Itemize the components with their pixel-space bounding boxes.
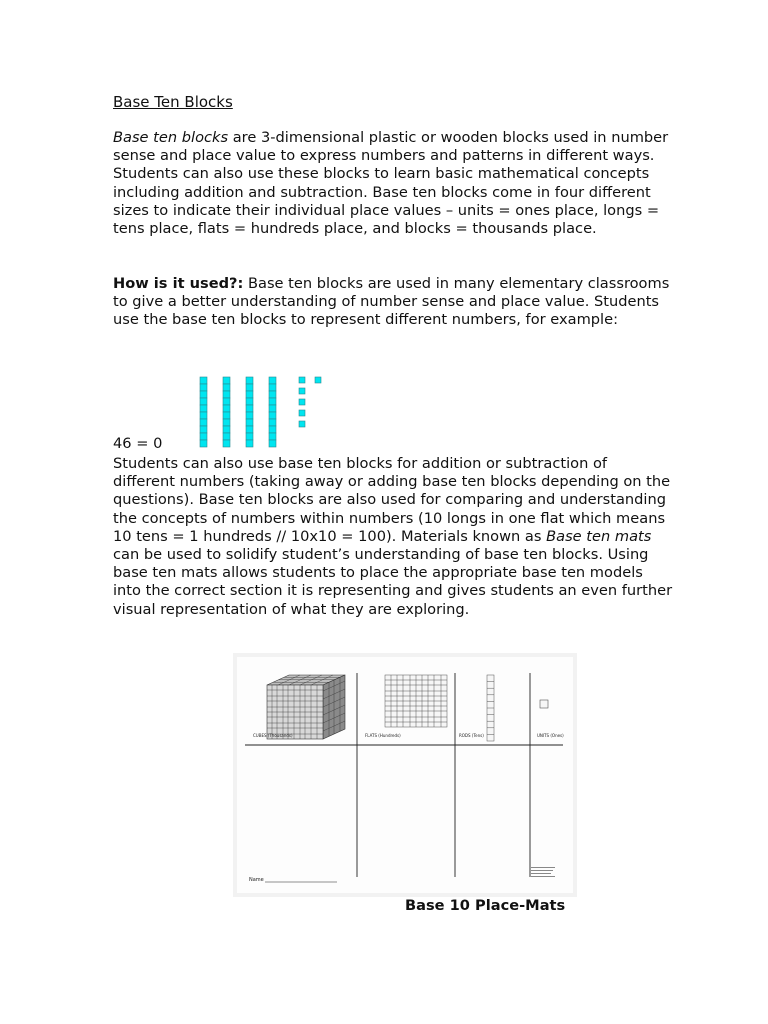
col1-label: CUBES (Thousands) [253,733,293,738]
unit-icon [540,700,548,708]
usage-paragraph [113,275,673,330]
example-equation: 46 = 0 [113,435,163,452]
place-mat-image [233,653,577,897]
name-label: Name [249,877,264,883]
figure-caption: Base 10 Place-Mats [405,897,566,914]
more-text-after: can be used to solidify student’s understanding of base ten blocks. Using base ten mats allows students to place the appropriate base ten models into the correct section it is representing and gives students an even further visual representation of what they are exploring. [113,546,673,618]
one-unit [299,421,305,427]
base-ten-blocks-illustration [199,376,329,448]
flat-icon [385,675,447,727]
cube-icon [267,675,345,739]
ten-rod [223,377,230,447]
ten-rod [269,377,276,447]
ones-units [299,377,321,427]
tens-rods [200,377,276,447]
usage-heading: How is it used?: [113,275,244,292]
intro-term: Base ten blocks [113,129,229,146]
col3-label: RODS (Tens) [459,733,484,738]
one-unit [299,377,305,383]
ten-rod [246,377,253,447]
intro-text: are 3-dimensional plastic or wooden blocks used in number sense and place value to express numbers and patterns in different ways. Students can also use these blocks to learn basic mathematical concepts including addition and subtraction. Base ten blocks come in four different sizes to indicate their individual place values – units = ones place, longs = tens place, flats = hundreds place, and blocks = thousands place. [113,129,669,238]
intro-paragraph [113,129,673,238]
ten-rod [200,377,207,447]
col2-label: FLATS (Hundreds) [365,733,401,738]
one-unit [299,388,305,394]
one-unit [299,399,305,405]
more-text-before: Students can also use base ten blocks for addition or subtraction of different numbers (taking away or adding base ten blocks depending on the questions). Base ten blocks are also used for comparing and understanding the concepts of numbers within numbers (10 longs in one flat which means 10 tens = 1 hundreds // 10x10 = 100). Materials known as [113,455,671,545]
one-unit [299,410,305,416]
col4-label: UNITS (Ones) [537,733,564,738]
mats-term: Base ten mats [546,527,652,545]
rod-icon [487,675,494,741]
usage-text: Base ten blocks are used in many elementary classrooms to give a better understanding of number sense and place value. Students use the base ten blocks to represent different numbers, for example: [113,275,670,329]
one-unit [315,377,321,383]
page-title: Base Ten Blocks [113,93,233,111]
more-paragraph [113,455,673,619]
